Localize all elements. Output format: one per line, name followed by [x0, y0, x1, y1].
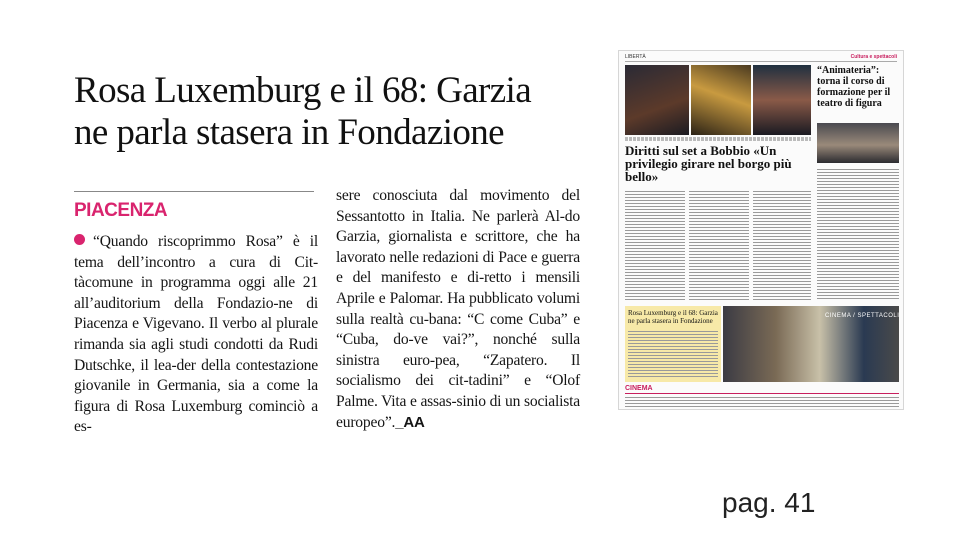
thumbnail-highlighted-text — [628, 331, 718, 379]
thumbnail-photo — [753, 65, 811, 135]
thumbnail-header-left: LIBERTÀ — [625, 54, 646, 60]
article-column-1-text: “Quando riscoprimmo Rosa” è il tema dell’incontro a cura di Cit-tàcomune in programma oggi alle 21 all’auditorium della Fondazio-ne di Piacenza e Vigevano. Il verbo al plurale rimanda sia agli studi condotti da Rudi Dutschke, il lea-der della contestazione giovanile in Germania, sia a come la figura di Rosa Luxemburg cominciò a es- — [74, 233, 318, 436]
thumbnail-photo — [817, 123, 899, 163]
thumbnail-text-column — [753, 191, 811, 301]
thumbnail-header-right: Cultura e spettacoli — [850, 54, 897, 60]
author-signature: _AA — [395, 413, 425, 431]
thumbnail-photo — [625, 65, 689, 135]
thumbnail-text-column — [625, 191, 685, 301]
thumbnail-cinema-rule — [625, 393, 899, 394]
thumbnail-side-headline: “Animateria”: torna il corso di formazione per il teatro di figura — [817, 65, 891, 109]
thumbnail-caption — [625, 137, 811, 141]
page-number-label: pag. 41 — [722, 487, 816, 518]
thumbnail-photo — [691, 65, 751, 135]
headline-line-1: Rosa Luxemburg e il 68: Garzia — [74, 70, 532, 111]
section-divider — [74, 191, 314, 192]
thumbnail-header — [625, 53, 897, 62]
thumbnail-highlighted-headline: Rosa Luxemburg e il 68: Garzia ne parla stasera in Fondazione — [628, 309, 718, 325]
section-label: PIACENZA — [74, 200, 168, 221]
thumbnail-main-headline: Diritti sul set a Bobbio «Un privilegio girare nel borgo più bello» — [625, 143, 792, 184]
article-column-1 — [74, 232, 318, 438]
thumbnail-text-column — [689, 191, 749, 301]
thumbnail-ad-label: CINEMA / SPETTACOLI — [825, 313, 900, 319]
article-headline — [74, 70, 594, 154]
thumbnail-text-column — [817, 169, 899, 301]
article-column-2 — [336, 186, 580, 433]
thumbnail-cinema-listings — [625, 397, 899, 409]
thumbnail-cinema-label: CINEMA — [625, 385, 653, 392]
headline-line-2: ne parla stasera in Fondazione — [74, 112, 504, 153]
article-column-2-text: sere conosciuta dal movimento del Sessantotto in Italia. Ne parlerà Al-do Garzia, giornalista e scrittore, che ha lavorato nelle redazioni di Pace e guerra e del manifesto e di-retto i mensili Aprile e Palomar. Ha pubblicato volumi sulla realtà cu-bana: “C come Cuba” e “Cuba, do-ve vai?”, nonché sulla sinistra euro-pea, “Zapatero. Il socialismo dei cit-tadini” e “Olof Palme. Vita e assas-sinio di un socialista europeo”. — [336, 187, 580, 431]
newspaper-page-thumbnail — [618, 50, 904, 410]
bullet-dot-icon — [74, 234, 85, 245]
